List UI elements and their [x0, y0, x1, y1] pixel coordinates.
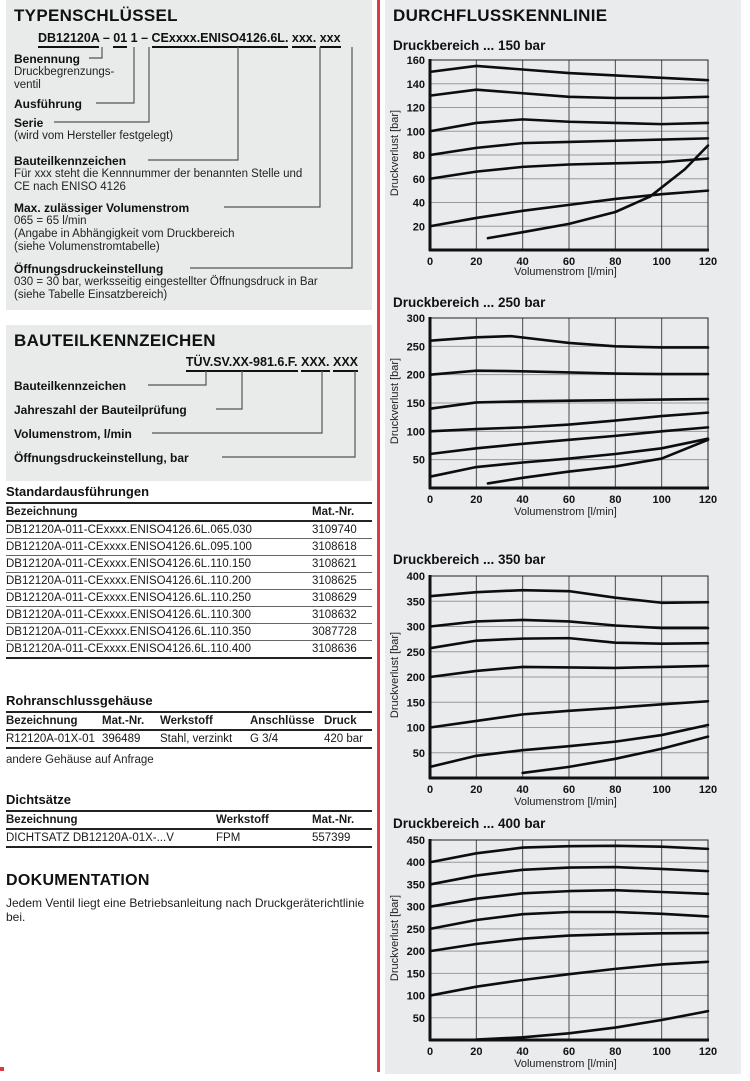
x-tick-label: 60	[562, 1046, 576, 1058]
table-cell: 3108632	[312, 607, 372, 624]
column-header: Bezeichnung	[6, 503, 312, 521]
y-tick-label: 120	[406, 102, 425, 115]
chart-ylabel: Druckverlust [bar]	[389, 357, 401, 445]
chart-title-400bar: Druckbereich ... 400 bar	[393, 816, 546, 831]
y-tick-label: 350	[406, 879, 425, 892]
table-cell: R12120A-01X-01	[6, 733, 95, 745]
x-tick-label: 100	[652, 1046, 671, 1058]
y-tick-label: 200	[406, 946, 425, 959]
chart-title-150bar: Druckbereich ... 150 bar	[393, 38, 546, 53]
column-header: Werkstoff	[216, 811, 312, 829]
table-row	[6, 641, 372, 659]
chart-canvas	[393, 570, 738, 800]
chart-xlabel: Volumenstrom [l/min]	[514, 796, 617, 808]
key-item-volumenstrom	[14, 201, 235, 254]
y-tick-label: 100	[406, 990, 425, 1003]
key-item-desc: (wird vom Hersteller festgelegt)	[14, 130, 174, 142]
chart-xlabel: Volumenstrom [l/min]	[514, 266, 617, 278]
key-item-serie	[14, 116, 173, 143]
x-tick-label: 60	[562, 256, 576, 268]
x-tick-label: 80	[609, 256, 622, 268]
key-item-desc: (siehe Volumenstromtabelle)	[14, 241, 160, 253]
column-header: Mat.-Nr.	[312, 811, 372, 829]
x-tick-label: 40	[516, 1046, 529, 1058]
key-item-desc: 030 = 30 bar, werksseitig eingestellter Öffnungsdruck in Bar	[14, 276, 318, 288]
y-tick-label: 100	[406, 426, 425, 439]
key-item-benennung	[14, 52, 114, 92]
table-row	[6, 624, 372, 641]
section-heading-typenschluessel: TYPENSCHLÜSSEL	[14, 6, 178, 25]
y-tick-label: 150	[406, 398, 425, 410]
table-cell: DB12120A-011-CExxxx.ENISO4126.6L.110.250	[6, 590, 312, 607]
table-cell: 3108621	[312, 556, 372, 573]
table-header-row	[6, 503, 372, 521]
key-item-bauteilkennzeichen2	[14, 379, 126, 393]
chart-title-250bar: Druckbereich ... 250 bar	[393, 295, 546, 310]
table-row	[6, 590, 372, 607]
table-cell: 557399	[312, 832, 351, 844]
y-tick-label: 200	[406, 672, 425, 684]
y-tick-label: 140	[406, 78, 425, 91]
bauteilkennzeichen-box	[6, 325, 372, 481]
x-tick-label: 120	[698, 256, 718, 268]
column-header: Bezeichnung	[6, 712, 102, 730]
y-tick-label: 400	[406, 571, 425, 583]
x-tick-label: 60	[562, 494, 576, 506]
y-tick-label: 50	[412, 747, 425, 760]
column-divider-rule	[377, 0, 380, 1072]
table-row	[6, 829, 372, 847]
x-tick-label: 80	[609, 1046, 622, 1058]
key-item-desc: Für xxx steht die Kennnummer der benannten Stelle und	[14, 168, 303, 180]
y-tick-label: 150	[406, 968, 425, 981]
key-item-desc: (Angabe in Abhängigkeit vom Druckbereich	[14, 228, 235, 240]
key-item-desc: (siehe Tabelle Einsatzbereich)	[14, 289, 168, 301]
code-segment-underlined: TÜV.SV.XX-981.6.F.	[186, 355, 298, 372]
y-tick-label: 200	[406, 369, 425, 382]
key-item-desc: Druckbegrenzungs-	[14, 66, 115, 78]
table-cell: 3108636	[312, 641, 372, 659]
key-item-label: Jahreszahl der Bauteilprüfung	[14, 403, 187, 417]
chart-xlabel: Volumenstrom [l/min]	[514, 1058, 617, 1070]
type-code-line	[38, 31, 341, 45]
y-tick-label: 300	[406, 313, 425, 325]
key-item-oeffnungsdruck2	[14, 451, 189, 465]
column-header: Anschlüsse	[250, 712, 324, 730]
code-segment: –	[99, 31, 114, 45]
key-item-label: Volumenstrom, l/min	[14, 427, 132, 441]
chart-xlabel: Volumenstrom [l/min]	[514, 506, 617, 518]
key-item-label: Max. zulässiger Volumenstrom	[14, 201, 190, 215]
column-header: Mat.-Nr.	[102, 712, 160, 730]
table-cell: 3109740	[312, 524, 357, 536]
table-header-row	[6, 712, 372, 730]
table-row	[6, 556, 372, 573]
x-tick-label: 0	[426, 494, 434, 506]
section-heading-durchflusskennlinie: DURCHFLUSSKENNLINIE	[393, 6, 608, 25]
chart-ylabel: Druckverlust [bar]	[389, 631, 401, 719]
dokumentation-text: Jedem Ventil liegt eine Betriebsanleitung nach Druckgeräterichtlinie bei.	[6, 896, 365, 924]
y-tick-label: 40	[412, 197, 425, 210]
key-item-desc: CE nach ENISO 4126	[14, 181, 126, 193]
x-tick-label: 20	[470, 256, 483, 268]
chart-canvas	[393, 834, 738, 1062]
x-tick-label: 80	[609, 784, 622, 796]
table-cell: DB12120A-011-CExxxx.ENISO4126.6L.110.200	[6, 573, 312, 590]
y-tick-label: 400	[406, 857, 425, 870]
y-tick-label: 160	[406, 55, 425, 67]
key-item-desc: ventil	[14, 79, 41, 91]
y-tick-label: 250	[406, 646, 425, 659]
table-cell: DICHTSATZ DB12120A-01X-...V	[6, 832, 174, 844]
table-cell: 3108618	[312, 539, 372, 556]
table-title-dicht: Dichtsätze	[6, 792, 72, 807]
x-tick-label: 0	[426, 784, 434, 796]
key-item-label: Ausführung	[14, 97, 82, 111]
x-tick-label: 0	[426, 256, 434, 268]
key-item-label: Bauteilkennzeichen	[14, 154, 127, 168]
column-header: Werkstoff	[160, 712, 250, 730]
chart-curve	[476, 1011, 708, 1039]
chart-250bar	[393, 312, 738, 515]
x-tick-label: 120	[698, 1046, 718, 1058]
y-tick-label: 100	[406, 126, 425, 139]
code-segment-underlined: XXX	[333, 355, 358, 372]
x-tick-label: 0	[426, 1046, 434, 1058]
code-segment-underlined: CExxxx.ENISO4126.6L.	[152, 31, 289, 48]
table-cell: DB12120A-011-CExxxx.ENISO4126.6L.110.400	[6, 641, 312, 659]
table-row	[6, 730, 372, 748]
chart-350bar	[393, 570, 738, 805]
table-cell: DB12120A-011-CExxxx.ENISO4126.6L.110.150	[6, 556, 312, 573]
x-tick-label: 100	[652, 784, 671, 796]
table-cell: FPM	[216, 832, 241, 844]
rohr-note: andere Gehäuse auf Anfrage	[6, 754, 154, 766]
chart-150bar	[393, 54, 738, 277]
table-cell: 420 bar	[324, 733, 364, 745]
flow-charts-panel	[385, 0, 741, 1074]
code-segment-underlined: DB12120A	[38, 31, 99, 48]
y-tick-label: 250	[406, 923, 425, 936]
y-tick-label: 300	[406, 621, 425, 634]
key-item-jahreszahl	[14, 403, 187, 417]
key-item-bauteilkennzeichen	[14, 154, 302, 194]
column-header: Bezeichnung	[6, 811, 216, 829]
chart-curve	[488, 146, 708, 239]
column-header: Mat.-Nr.	[312, 503, 372, 521]
x-tick-label: 120	[698, 784, 718, 796]
key-item-label: Öffnungsdruckeinstellung, bar	[14, 451, 189, 465]
table-cell: 3087728	[312, 624, 372, 641]
key-item-volumenstrom2	[14, 427, 132, 441]
table-row	[6, 539, 372, 556]
code-segment: 1 –	[127, 31, 152, 45]
x-tick-label: 40	[516, 494, 529, 506]
chart-canvas	[393, 54, 738, 272]
column-header: Druck	[324, 712, 372, 730]
chart-title-350bar: Druckbereich ... 350 bar	[393, 552, 546, 567]
table-cell: G 3/4	[250, 733, 279, 745]
table-cell: 396489	[102, 733, 141, 745]
rohr-table	[6, 711, 372, 749]
key-item-label: Serie	[14, 116, 44, 130]
x-tick-label: 20	[470, 1046, 483, 1058]
chart-400bar	[393, 834, 738, 1067]
code-segment-underlined: 01	[113, 31, 127, 48]
x-tick-label: 20	[470, 494, 483, 506]
y-tick-label: 300	[406, 901, 425, 914]
table-title-rohr: Rohranschlussgehäuse	[6, 693, 153, 708]
y-tick-label: 350	[406, 596, 425, 609]
y-tick-label: 50	[412, 1012, 425, 1025]
table-cell: DB12120A-011-CExxxx.ENISO4126.6L.065.030	[6, 524, 252, 536]
component-code-line	[186, 355, 358, 369]
x-tick-label: 40	[516, 784, 529, 796]
page-edge-mark	[0, 1067, 4, 1071]
table-header-row	[6, 811, 372, 829]
table-cell: DB12120A-011-CExxxx.ENISO4126.6L.110.350	[6, 624, 312, 641]
y-tick-label: 450	[406, 835, 425, 847]
table-cell: Stahl, verzinkt	[160, 733, 233, 745]
x-tick-label: 120	[698, 494, 718, 506]
typenschluessel-box	[6, 0, 372, 310]
key-item-ausfuehrung	[14, 97, 82, 111]
chart-ylabel: Druckverlust [bar]	[389, 894, 401, 982]
dicht-table	[6, 810, 372, 848]
key-item-label: Bauteilkennzeichen	[14, 379, 127, 393]
y-tick-label: 250	[406, 341, 425, 354]
section-heading-dokumentation: DOKUMENTATION	[6, 872, 150, 889]
y-tick-label: 60	[412, 173, 425, 186]
x-tick-label: 100	[652, 494, 671, 506]
x-tick-label: 40	[516, 256, 529, 268]
x-tick-label: 100	[652, 256, 671, 268]
table-cell: 3108629	[312, 590, 372, 607]
section-heading-bauteilkennzeichen: BAUTEILKENNZEICHEN	[14, 331, 216, 350]
table-cell: DB12120A-011-CExxxx.ENISO4126.6L.110.300	[6, 607, 312, 624]
x-tick-label: 80	[609, 494, 622, 506]
key-item-label: Benennung	[14, 52, 80, 66]
key-item-oeffnungsdruck	[14, 262, 318, 302]
y-tick-label: 100	[406, 722, 425, 735]
chart-ylabel: Druckverlust [bar]	[389, 109, 401, 197]
x-tick-label: 60	[562, 784, 576, 796]
table-title-standard: Standardausführungen	[6, 484, 150, 499]
table-row	[6, 573, 372, 590]
y-tick-label: 20	[412, 221, 425, 234]
standard-table	[6, 502, 372, 659]
chart-canvas	[393, 312, 738, 510]
code-segment-underlined: XXX.	[301, 355, 330, 372]
y-tick-label: 150	[406, 697, 425, 710]
table-cell: 3108625	[312, 573, 372, 590]
code-segment-underlined: xxx.	[292, 31, 316, 48]
tables-area	[6, 484, 372, 924]
table-cell: DB12120A-011-CExxxx.ENISO4126.6L.095.100	[6, 539, 312, 556]
key-item-label: Öffnungsdruckeinstellung	[14, 262, 164, 276]
table-row	[6, 607, 372, 624]
table-row	[6, 521, 372, 539]
key-item-desc: 065 = 65 l/min	[14, 215, 87, 227]
y-tick-label: 80	[412, 150, 425, 162]
code-segment-underlined: xxx	[320, 31, 341, 48]
x-tick-label: 20	[470, 784, 483, 796]
y-tick-label: 50	[412, 454, 425, 467]
